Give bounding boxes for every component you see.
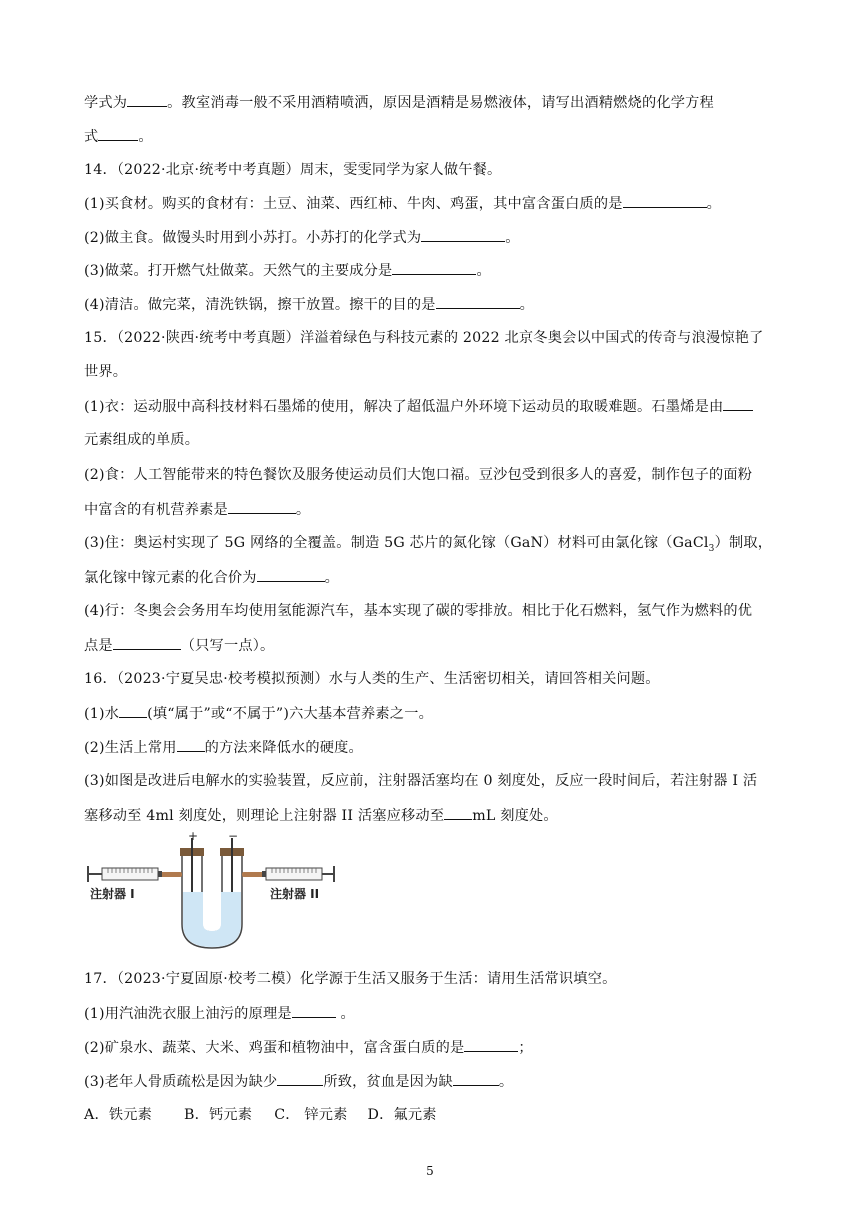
question-text: (3)做菜。打开燃气灶做菜。天然气的主要成分是 — [84, 263, 393, 279]
q15-part-3a — [84, 533, 772, 559]
question-text: ）制取， — [714, 535, 773, 551]
question-text: mL 刻度处。 — [472, 808, 558, 824]
answer-blank — [453, 1071, 499, 1086]
q16-part-3a: (3)如图是改进后电解水的实验装置，反应前，注射器活塞均在 0 刻度处，反应一段时间后，若注射器 I 活 — [84, 773, 758, 789]
q16-stem: 16．（2023·宁夏吴忠·校考模拟预测）水与人类的生产、生活密切相关，请回答相关问题。 — [84, 671, 660, 687]
electrolysis-apparatus-figure — [84, 832, 344, 952]
q17-stem: 17．（2023·宁夏固原·校考二模）化学源于生活又服务于生活：请用生活常识填空。 — [84, 971, 617, 987]
question-text: (2)生活上常用 — [84, 740, 177, 756]
question-text: (1)衣：运动服中高科技材料石墨烯的使用，解决了超低温户外环境下运动员的取暖难题。石墨烯是由 — [84, 399, 724, 415]
question-text: 点是 — [84, 638, 113, 654]
right-connector — [242, 872, 264, 877]
q15-part-2a: (2)食：人工智能带来的特色餐饮及服务使运动员们大饱口福。豆沙包受到很多人的喜爱，制作包子的面粉 — [84, 467, 753, 483]
question-text: (1)用汽油洗衣服上油污的原理是 — [84, 1006, 292, 1022]
q15-part-2b — [84, 499, 310, 520]
question-text: ； — [518, 1040, 533, 1056]
question-text: 。 — [706, 196, 722, 212]
answer-blank — [723, 396, 753, 411]
q15-part-1a — [84, 396, 753, 417]
q14-part-2 — [84, 227, 520, 248]
question-text: 。 — [498, 1074, 514, 1090]
q13-line-2 — [84, 126, 153, 147]
question-text: (4)清洁。做完菜，清洗铁锅，擦干放置。擦干的目的是 — [84, 297, 436, 313]
syringe-2-label: 注射器 II — [270, 887, 320, 901]
q15-part-1b: 元素组成的单质。 — [84, 432, 200, 448]
question-text: 所致，贫血是因为缺 — [323, 1074, 453, 1090]
answer-blank — [392, 260, 476, 275]
question-text: 。 — [295, 502, 311, 518]
syringe-1-label: 注射器 I — [90, 887, 135, 901]
question-text: 中富含的有机营养素是 — [84, 502, 228, 518]
answer-blank — [464, 1037, 518, 1052]
question-text: (1)水 — [84, 706, 120, 722]
plus-sign: + — [188, 832, 199, 843]
syringe-right — [262, 866, 334, 882]
q14-part-4 — [84, 294, 534, 315]
q13-text: 。教室消毒一般不采用酒精喷洒，原因是酒精是易燃液体，请写出酒精燃烧的化学方程 — [167, 95, 714, 111]
answer-blank — [119, 703, 147, 718]
q17-part-2 — [84, 1037, 533, 1058]
q13-text: 学式为 — [84, 95, 128, 111]
q14-part-1 — [84, 193, 721, 214]
question-text: 的方法来降低水的硬度。 — [204, 740, 363, 756]
answer-blank — [277, 1071, 323, 1086]
minus-sign: − — [228, 832, 239, 843]
q14-stem: 14．（2022·北京·统考中考真题）周末，雯雯同学为家人做午餐。 — [84, 162, 502, 178]
q13-line-1 — [84, 92, 714, 113]
answer-blank — [444, 805, 472, 820]
q14-part-3 — [84, 260, 491, 281]
question-text: (3)老年人骨质疏松是因为缺少 — [84, 1074, 278, 1090]
option-b: B．钙元素 — [184, 1107, 253, 1123]
page-number: 5 — [426, 1164, 434, 1178]
syringe-left — [88, 866, 162, 882]
q16-part-2 — [84, 737, 363, 758]
q13-text: 式 — [84, 129, 99, 145]
answer-blank — [623, 193, 707, 208]
q13-text: 。 — [138, 129, 153, 145]
answer-blank — [177, 737, 205, 752]
q15-part-4b — [84, 635, 274, 656]
option-a: A．铁元素 — [84, 1107, 152, 1123]
q17-part-3 — [84, 1071, 513, 1092]
answer-blank — [257, 567, 325, 582]
question-text: (1)买食材。购买的食材有：土豆、油菜、西红柿、牛肉、鸡蛋，其中富含蛋白质的是 — [84, 196, 623, 212]
answer-blank — [421, 227, 505, 242]
answer-blank — [228, 499, 296, 514]
q15-part-4a: (4)行：冬奥会会务用车均使用氢能源汽车，基本实现了碳的零排放。相比于化石燃料，氢气作为燃料的优 — [84, 603, 753, 619]
question-text: (3)住：奥运村实现了 5G 网络的全覆盖。制造 5G 芯片的氮化镓（GaN）材料可由氯化镓（GaCl — [84, 535, 709, 551]
q15-stem-1: 15．（2022·陕西·统考中考真题）洋溢着绿色与科技元素的 2022 北京冬奥会以中国式的传奇与浪漫惊艳了 — [84, 330, 764, 346]
q15-stem-2: 世界。 — [84, 364, 128, 380]
question-text: （只写一点）。 — [180, 638, 275, 654]
answer-blank — [98, 126, 138, 141]
subscript: 3 — [708, 543, 715, 554]
question-text: 塞移动至 4ml 刻度处，则理论上注射器 II 活塞应移动至 — [84, 808, 445, 824]
answer-blank — [436, 294, 520, 309]
q17-part-1 — [84, 1003, 355, 1024]
question-text: 。 — [476, 263, 491, 279]
left-connector — [160, 872, 182, 877]
question-text: 。 — [519, 297, 535, 313]
question-text: 氯化镓中镓元素的化合价为 — [84, 570, 257, 586]
answer-blank — [127, 92, 167, 107]
q16-part-1 — [84, 703, 433, 724]
question-text: (2)做主食。做馒头时用到小苏打。小苏打的化学式为 — [84, 230, 422, 246]
answer-blank — [292, 1003, 336, 1018]
q15-part-3b — [84, 567, 339, 588]
q16-part-3b — [84, 805, 558, 826]
question-text: (填“属于”或“不属于”)六大基本营养素之一。 — [147, 706, 433, 722]
question-text: (2)矿泉水、蔬菜、大米、鸡蛋和植物油中，富含蛋白质的是 — [84, 1040, 465, 1056]
q17-options — [84, 1105, 437, 1125]
question-text: 。 — [324, 570, 340, 586]
answer-blank — [113, 635, 181, 650]
option-d: D．氟元素 — [367, 1107, 437, 1123]
question-text: 。 — [335, 1006, 355, 1022]
question-text: 。 — [505, 230, 520, 246]
option-c: C． 锌元素 — [274, 1107, 348, 1123]
